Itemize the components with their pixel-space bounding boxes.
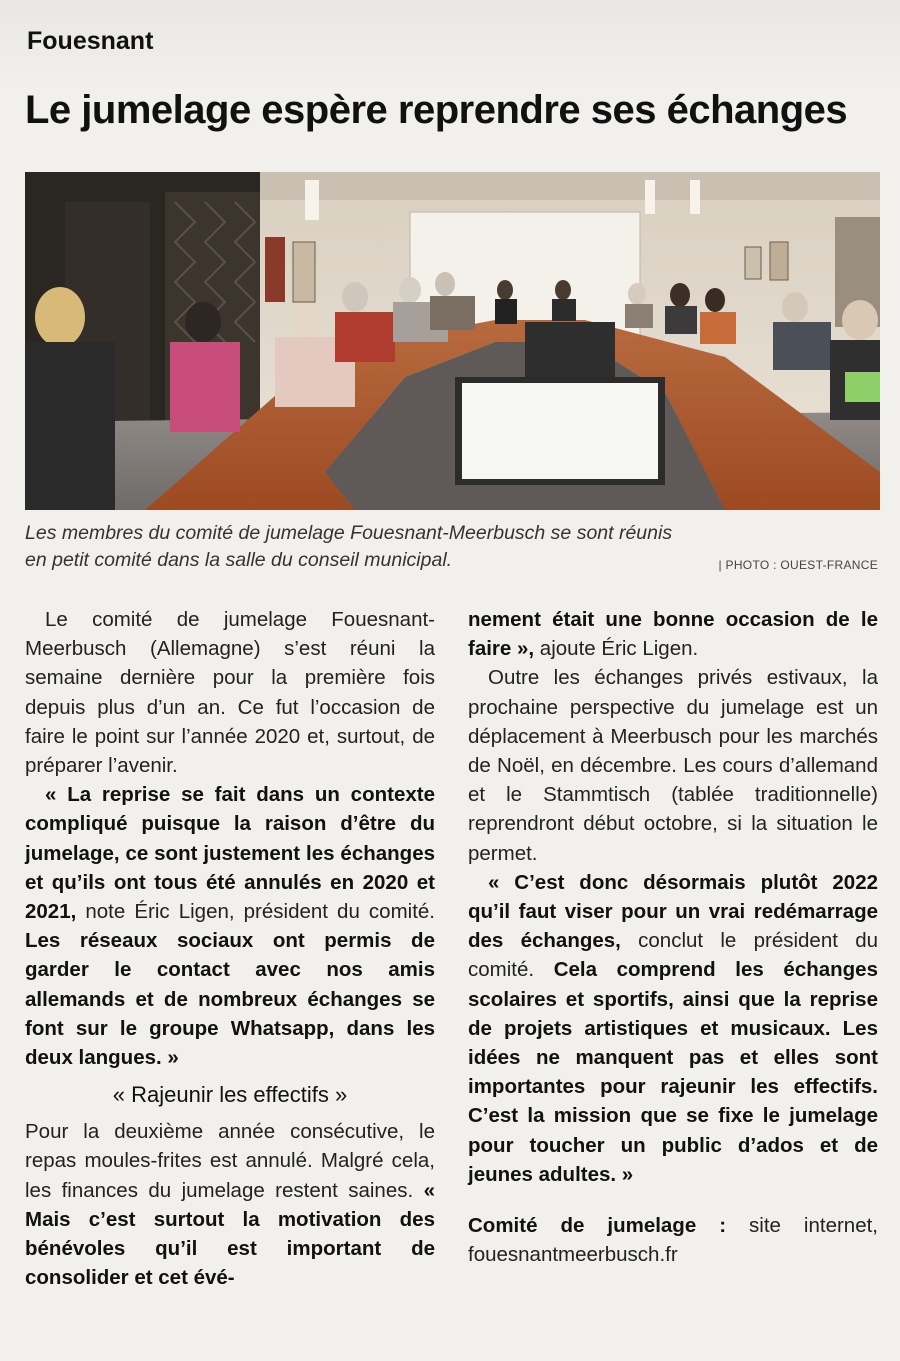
motivation-quote-start: « Mais c’est surtout la motivation des bénévoles qu’il est important de consolider et cet évé- — [25, 1178, 435, 1290]
attribution-text-2: ajoute Éric Ligen. — [534, 637, 699, 661]
section-rubric: Fouesnant — [27, 27, 154, 55]
spacer — [468, 1189, 878, 1211]
quote-bold-text: « La reprise se fait dans un contexte compliqué puisque la raison d’être du jumelage, ce sont justement les échanges et qu’ils ont tous été annulés en 2020 et 2021, — [25, 783, 435, 924]
paragraph-quote-continued — [468, 605, 878, 663]
photo-credit: | PHOTO : OUEST-FRANCE — [718, 558, 878, 572]
photo-caption — [25, 520, 715, 574]
meeting-room-illustration — [25, 172, 880, 510]
article-column-right — [468, 605, 878, 1269]
section-subheading: « Rajeunir les effectifs » — [112, 1082, 348, 1108]
quote-2022-bold: « C’est donc désormais plutôt 2022 qu’il faut viser pour un vrai redémarrage des échanges, — [468, 870, 878, 953]
attribution-text-3: conclut le président du comité. — [468, 929, 879, 982]
attribution-text: note Éric Ligen, président du comité. — [76, 900, 435, 924]
paragraph-quote-2022 — [468, 868, 878, 1189]
quote-continued-bold: nement était une bonne occasion de le faire », — [468, 608, 878, 661]
paragraph-intro: Le comité de jumelage Fouesnant-Meerbusch (Allemagne) s’est réuni la semaine dernière pour la première fois depuis plus d’un an. Ce fut l’occasion de faire le point sur l’année 2020 et, surtout, de préparer l’avenir. — [25, 608, 435, 778]
finances-text: Pour la deuxième année consécutive, le repas moules-frites est annulé. Malgré cela, les finances du jumelage restent saines. — [25, 1120, 435, 1202]
quote-2022-bold-2: Cela comprend les échanges scolaires et sportifs, ainsi que la reprise de projets artistiques et musicaux. Les idées ne manquent pas et elles sont importantes pour rajeunir les effectifs. C’est la mission que se fixe le jumelage pour toucher un public d’ados et de jeunes adultes. » — [468, 958, 878, 1186]
paragraph-perspectives: Outre les échanges privés estivaux, la prochaine perspective du jumelage est un déplacement à Meerbusch pour les marchés de Noël, en décembre. Les cours d’allemand et le Stammtisch (tablée traditionnelle) reprendront début octobre, si la situation le permet. — [468, 666, 878, 865]
quote-bold-text-2: Les réseaux sociaux ont permis de garder le contact avec nos amis allemands et de nombreux échanges se font sur le groupe Whatsapp, dans les deux langues. » — [25, 929, 435, 1070]
caption-line-1: Les membres du comité de jumelage Fouesnant-Meerbusch se sont réunis — [25, 522, 673, 544]
article-headline: Le jumelage espère reprendre ses échanges — [25, 88, 848, 132]
article-column-left — [25, 605, 435, 1292]
contact-website: site internet, fouesnantmeerbusch.fr — [468, 1214, 878, 1267]
paragraph-contact — [468, 1211, 878, 1269]
paragraph-quote-1 — [25, 780, 435, 1072]
meeting-photo — [25, 172, 880, 510]
contact-label: Comité de jumelage : — [468, 1214, 727, 1238]
caption-line-2: en petit comité dans la salle du conseil municipal. — [25, 549, 453, 571]
paragraph-finances — [25, 1117, 435, 1292]
